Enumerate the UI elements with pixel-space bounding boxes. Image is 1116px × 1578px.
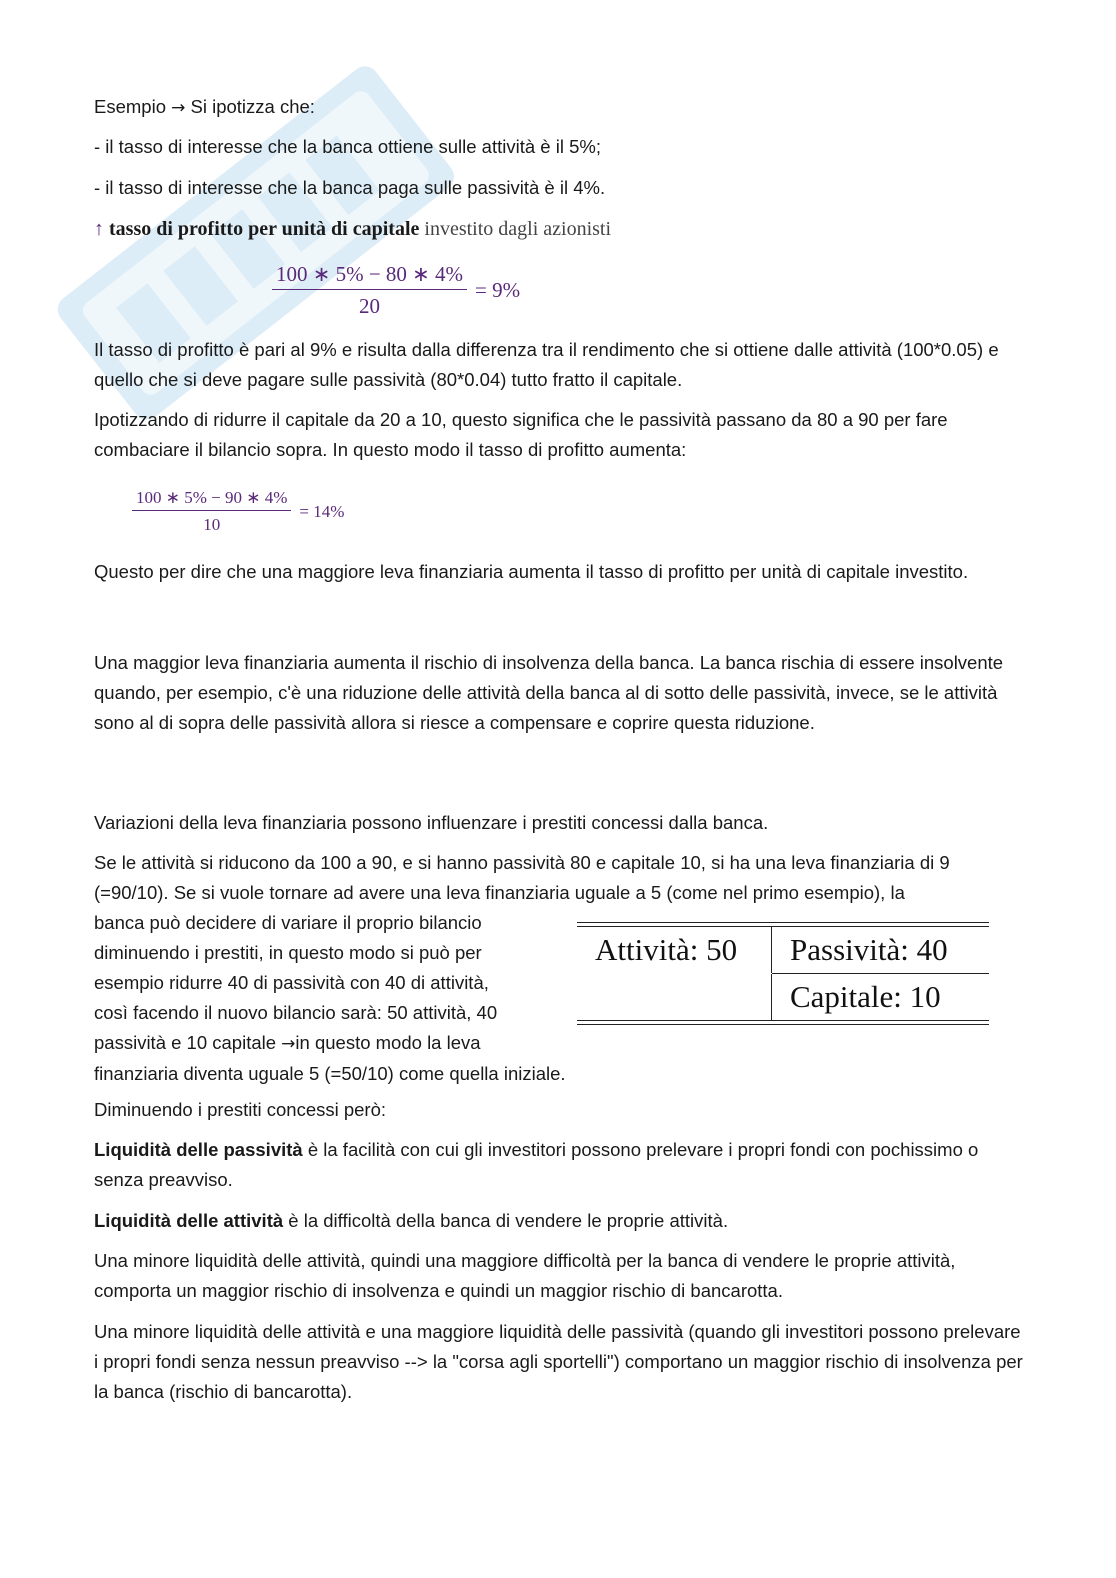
assumption-assets: - il tasso di interesse che la banca ottiene sulle attività è il 5%; xyxy=(94,136,601,157)
paragraph-leverage: Questo per dire che una maggiore leva finanziaria aumenta il tasso di profitto per unità di capitale investito. xyxy=(94,561,969,582)
paragraph-bank-run: Una minore liquidità delle attività e una maggiore liquidità delle passività (quando gli investitori possono prelevare i propri fondi senza nessun preavviso --> la "corsa agli sportelli") comportano un maggior rischio di insolvenza per la banca (rischio di bancarotta). xyxy=(94,1321,1023,1402)
balance-liabilities: Passività: 40 xyxy=(790,932,948,967)
paragraph-leverage-example: Se le attività si riducono da 100 a 90, e si hanno passività 80 e capitale 10, si ha una leva finanziaria di 9 (=90/10). Se si vuole tornare ad avere una leva finanziaria uguale a 5 (come nel primo esempio), la xyxy=(94,852,950,903)
formula-result: = 14% xyxy=(299,501,345,521)
paragraph-balance-example: banca può decidere di variare il proprio bilancio diminuendo i prestiti, in questo modo si può per esempio ridurre 40 di passività con 40 di attività, così facendo il nuovo bilancio sarà: 50 attività, 40 passività e 10 capitale →in questo modo la leva finanziaria diventa uguale 5 (=50/10) come quella iniziale. xyxy=(94,912,566,1084)
right-arrow-icon: → xyxy=(171,98,186,118)
formula-numerator: 100 ∗ 5% − 90 ∗ 4% xyxy=(132,488,291,511)
formula-denominator: 20 xyxy=(359,294,381,318)
definition-liquidity-liabilities: Liquidità delle passività è la facilità con cui gli investitori possono prelevare i propri fondi con pochissimo o senza preavviso. xyxy=(94,1139,979,1190)
balance-capital: Capitale: 10 xyxy=(790,979,941,1014)
formula-numerator: 100 ∗ 5% − 80 ∗ 4% xyxy=(272,262,467,290)
formula-profit-9 xyxy=(272,262,520,319)
profit-heading: ↑ tasso di profitto per unità di capitale investito dagli azionisti xyxy=(94,218,612,240)
formula-result: = 9% xyxy=(475,278,521,302)
definition-liquidity-assets: Liquidità delle attività è la difficoltà della banca di vendere le proprie attività. xyxy=(94,1210,729,1231)
paragraph-capital-reduction: Ipotizzando di ridurre il capitale da 20 a 10, questo significa che le passività passano da 80 a 90 per fare combaciare il bilancio sopra. In questo modo il tasso di profitto aumenta: xyxy=(94,409,948,460)
balance-assets: Attività: 50 xyxy=(577,927,772,973)
formula-denominator: 10 xyxy=(203,515,221,534)
paragraph-variations: Variazioni della leva finanziaria possono influenzare i prestiti concessi dalla banca. xyxy=(94,812,769,833)
right-arrow-icon: → xyxy=(281,1034,296,1054)
example-intro: Esempio → Si ipotizza che: xyxy=(94,96,315,118)
balance-sheet-table xyxy=(577,922,989,1025)
paragraph-decreasing-loans: Diminuendo i prestiti concessi però: xyxy=(94,1099,387,1120)
up-arrow-icon: ↑ xyxy=(94,218,104,240)
formula-profit-14 xyxy=(132,488,344,535)
paragraph-lower-liquidity: Una minore liquidità delle attività, quindi una maggiore difficoltà per la banca di vendere le proprie attività, comporta un maggior rischio di insolvenza e quindi un maggior rischio di bancarotta. xyxy=(94,1250,956,1301)
paragraph-profit-rate: Il tasso di profitto è pari al 9% e risulta dalla differenza tra il rendimento che si ottiene dalle attività (100*0.05) e quello che si deve pagare sulle passività (80*0.04) tutto fratto il capitale. xyxy=(94,339,999,390)
paragraph-insolvency-risk: Una maggior leva finanziaria aumenta il rischio di insolvenza della banca. La banca rischia di essere insolvente quando, per esempio, c'è una riduzione delle attività della banca al di sotto delle passività, invece, se le attività sono al di sopra delle passività allora si riesce a compensare e coprire questa riduzione. xyxy=(94,652,1004,733)
assumption-liabilities: - il tasso di interesse che la banca paga sulle passività è il 4%. xyxy=(94,177,606,198)
